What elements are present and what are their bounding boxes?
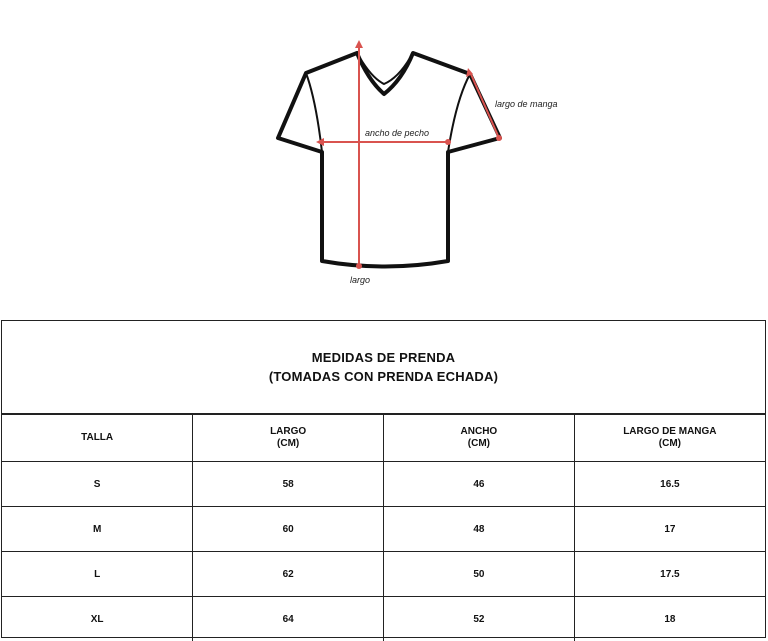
size-chart-title [2,321,765,414]
cell-talla: L [2,552,193,597]
length-arrowhead-top [355,40,363,48]
title-line-2: (TOMADAS CON PRENDA ECHADA) [269,367,498,386]
table-header-row [2,415,765,462]
cell-largo: 62 [193,552,384,597]
tshirt-measurement-diagram [0,0,768,300]
cell-manga: 17 [574,507,765,552]
header-ancho-unit: (CM) [384,438,574,450]
cell-ancho: 48 [384,507,575,552]
sleeve-length-label: largo de manga [495,99,558,109]
cell-ancho: 52 [384,597,575,641]
cell-largo: 58 [193,462,384,507]
header-ancho-text: ANCHO [384,426,574,438]
sleeve-seam-right [448,74,470,152]
table-row [2,507,765,552]
header-manga-unit: (CM) [575,438,765,450]
cell-talla: S [2,462,193,507]
table-row [2,462,765,507]
header-manga-text: LARGO DE MANGA [575,426,765,438]
cell-manga: 16.5 [574,462,765,507]
header-largo-text: LARGO [193,426,383,438]
header-talla [2,415,193,462]
header-manga [574,415,765,462]
cell-manga: 17.5 [574,552,765,597]
header-largo-unit: (CM) [193,438,383,450]
header-largo [193,415,384,462]
tshirt-outline [278,53,500,267]
length-label: largo [350,275,370,285]
sleeve-seam-left [306,73,322,152]
sleeve-arrow-end [496,135,502,141]
length-arrow-end [356,263,362,269]
title-line-1: MEDIDAS DE PRENDA [312,348,456,367]
chest-width-label: ancho de pecho [365,128,429,138]
header-talla-text: TALLA [81,432,113,443]
cell-ancho: 46 [384,462,575,507]
header-ancho [384,415,575,462]
cell-talla: M [2,507,193,552]
table-row [2,597,765,641]
cell-largo: 64 [193,597,384,641]
size-table [2,414,765,641]
cell-manga: 18 [574,597,765,641]
cell-talla: XL [2,597,193,641]
size-chart [1,320,766,638]
table-row [2,552,765,597]
tshirt-illustration [0,0,768,300]
chest-arrow-end [445,139,451,145]
cell-largo: 60 [193,507,384,552]
cell-ancho: 50 [384,552,575,597]
